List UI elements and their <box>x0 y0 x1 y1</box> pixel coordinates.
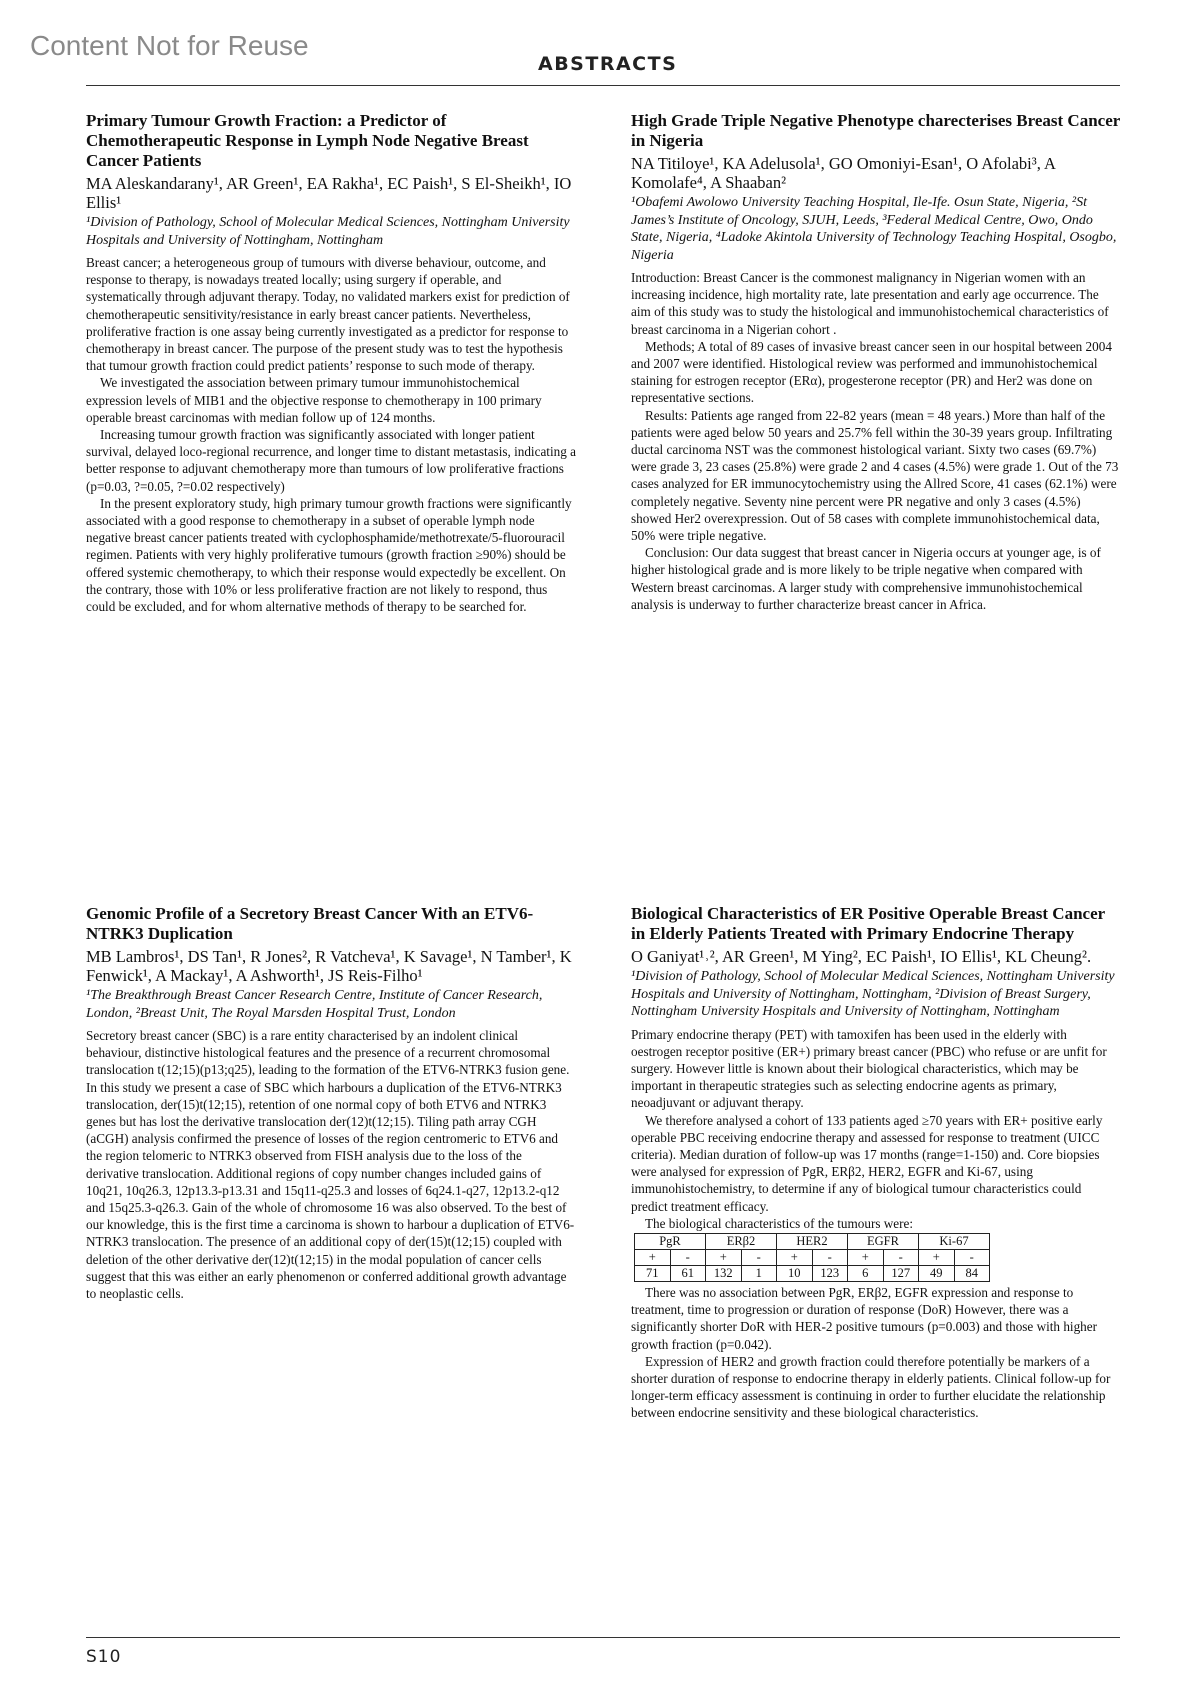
abstract-paragraph: Increasing tumour growth fraction was significantly associated with longer patient survival, delayed loco-regional recurrence, and longer time to distant metastasis, indicating a better response to adjuvant chemotherapy more than tumours of low proliferative fractions (p=0.03, ?=0.05, ?=0.02 respectively) <box>86 427 576 494</box>
abstract-affiliation: ¹The Breakthrough Breast Cancer Research Centre, Institute of Cancer Research, London, ²Breast Unit, The Royal Marsden Hospital Trust, London <box>86 988 543 1021</box>
table-cell: - <box>670 1249 706 1265</box>
biological-characteristics-table <box>634 1233 990 1282</box>
abstract-paragraph: Introduction: Breast Cancer is the commonest malignancy in Nigerian women with an increasing incidence, high mortality rate, late presentation and early age occurrence. The aim of this study was to study the histological and immunohistochemical characteristics of breast carcinoma in a Nigerian cohort . <box>631 270 1109 337</box>
table-header-cell: HER2 <box>777 1233 848 1249</box>
abstract-1 <box>86 111 576 615</box>
table-cell: - <box>812 1249 848 1265</box>
table-cell: 71 <box>635 1265 671 1281</box>
table-cell: 84 <box>954 1265 990 1281</box>
table-cell: + <box>919 1249 955 1265</box>
section-header: ABSTRACTS <box>538 53 678 75</box>
table-header-cell: PgR <box>635 1233 706 1249</box>
abstract-title: Primary Tumour Growth Fraction: a Predictor of Chemotherapeutic Response in Lymph Node Negative Breast Cancer Patients <box>86 111 529 170</box>
table-cell: 61 <box>670 1265 706 1281</box>
table-cell: + <box>848 1249 884 1265</box>
abstract-affiliation: ¹Division of Pathology, School of Molecular Medical Sciences, Nottingham University Hospitals and University of Nottingham, Nottingham, ²Division of Breast Surgery, Nottingham University Hospitals and University of Nottingham, Nottingham <box>631 969 1115 1019</box>
abstract-2 <box>631 111 1121 613</box>
abstract-title: High Grade Triple Negative Phenotype charecterises Breast Cancer in Nigeria <box>631 111 1120 150</box>
abstract-paragraph: Primary endocrine therapy (PET) with tamoxifen has been used in the elderly with oestrogen receptor positive (ER+) primary breast cancer (PBC) who refuse or are unfit for surgery. However little is known about their biological characteristics, which may be important in therapeutic strategies such as selecting endocrine agents as primary, neoadjuvant or adjuvant therapy. <box>631 1026 1107 1111</box>
table-header-cell: Ki-67 <box>919 1233 990 1249</box>
abstract-paragraph: Breast cancer; a heterogeneous group of tumours with diverse behaviour, outcome, and response to therapy, is nowadays treated locally; using surgery if operable, and systematically through adjuvant therapy. Today, no validated markers exist for prediction of chemotherapeutic sensitivity/resistance in early breast cancer patients. Nevertheless, proliferative fraction is one assay being currently investigated as a predictor for response to chemotherapy in breast cancer. The purpose of the present study was to test the hypothesis that tumour growth fraction could predict patients’ response to such mode of therapy. <box>86 255 570 374</box>
table-cell: 6 <box>848 1265 884 1281</box>
table-sign-row <box>635 1249 990 1265</box>
table-cell: 10 <box>777 1265 813 1281</box>
abstract-authors: MB Lambros¹, DS Tan¹, R Jones², R Vatcheva¹, K Savage¹, N Tamber¹, K Fenwick¹, A Mackay¹, A Ashworth¹, JS Reis-Filho¹ <box>86 947 572 985</box>
table-header-cell: EGFR <box>848 1233 919 1249</box>
header-rule <box>86 85 1120 86</box>
table-header-cell: ERβ2 <box>706 1233 777 1249</box>
table-cell: + <box>706 1249 742 1265</box>
abstract-body <box>631 1026 1121 1422</box>
table-cell: - <box>741 1249 777 1265</box>
abstract-title: Genomic Profile of a Secretory Breast Cancer With an ETV6-NTRK3 Duplication <box>86 904 534 943</box>
abstract-paragraph: Methods; A total of 89 cases of invasive breast cancer seen in our hospital between 2004 and 2007 were identified. Histological review was performed and immunohistochemical staining for estrogen receptor (ERα), progesterone receptor (PR) and Her2 was done on representative sections. <box>631 338 1112 406</box>
abstract-authors: NA Titiloye¹, KA Adelusola¹, GO Omoniyi-Esan¹, O Afolabi³, A Komolafe⁴, A Shaaban² <box>631 154 1056 192</box>
table-cell: 1 <box>741 1265 777 1281</box>
abstract-affiliation: ¹Obafemi Awolowo University Teaching Hospital, Ile-Ife. Osun State, Nigeria, ²St James’s Institute of Oncology, SJUH, Leeds, ³Federal Medical Centre, Owo, Ondo State, Nigeria, ⁴Ladoke Akintola University of Technology Teaching Hospital, Osogbo, Nigeria <box>631 195 1117 263</box>
table-header-row <box>635 1233 990 1249</box>
abstract-paragraph: Secretory breast cancer (SBC) is a rare entity characterised by an indolent clinical behaviour, distinctive histological features and the presence of a recurrent chromosomal translocation t(12;15)(p13;q25), leading to the formation of the ETV6-NTRK3 fusion gene. In this study we present a case of SBC which harbours a duplication of the ETV6-NTRK3 translocation, der(15)t(12;15), retention of one normal copy of both ETV6 and NTRK3 genes but has lost the derivative translocation der(12)t(12;15). Tiling path array CGH (aCGH) analysis confirmed the presence of losses of the region centromeric to ETV6 and the region telomeric to NTRK3 observed from FISH analysis due to the loss of the derivative translocation. Additional regions of copy number changes included gains of 10q21, 10q26.3, 12p13.3-p13.31 and 15q11-q25.3 and losses of 6q24.1-q27, 12p13.2-q12 and 15q25.3-q26.3. Gain of the whole of chromosome 16 was also observed. To the best of our knowledge, this is the first time a carcinoma is shown to harbour a duplication of ETV6-NTRK3 translocation. The presence of an additional copy of der(15)t(12;15) coupled with deletion of the other derivative der(12)t(12;15) in the modal population of cancer cells suggest that this was either an early phenomenon or conferred additional growth advantage to neoplastic cells. <box>86 1028 575 1302</box>
abstract-paragraph: There was no association between PgR, ERβ2, EGFR expression and response to treatment, time to progression or duration of response (DoR) However, there was a significantly shorter DoR with HER-2 positive tumours (p=0.003) and those with higher growth fraction (p=0.042). <box>631 1284 1098 1352</box>
watermark: Content Not for Reuse <box>30 30 309 61</box>
abstract-paragraph: Conclusion: Our data suggest that breast cancer in Nigeria occurs at younger age, is of higher histological grade and is more likely to be triple negative when compared with Western breast carcinomas. A larger study with comprehensive immunohistochemical analysis is underway to further characterize breast cancer in Africa. <box>631 545 1101 612</box>
abstract-paragraph: Results: Patients age ranged from 22-82 years (mean = 48 years.) More than half of the patients were aged below 50 years and 25.7% fell within the 30-39 years group. Infiltrating ductal carcinoma NST was the commonest histological variant. Sixty two cases (69.7%) were grade 3, 23 cases (25.8%) were grade 2 and 4 cases (4.5%) were grade 1. Out of the 73 cases analyzed for ER immunocytochemistry using the Allred Score, 41 cases (62.1%) were completely negative. Seventy nine percent were PR negative and only 3 cases (4.5%) showed Her2 overexpression. Out of 58 cases with complete immunohistochemical data, 50% were triple negative. <box>631 407 1119 544</box>
abstract-paragraph: We therefore analysed a cohort of 133 patients aged ≥70 years with ER+ positive early operable PBC receiving endocrine therapy and assessed for response to treatment (UICC criteria). Median duration of follow-up was 17 months (range=1-150) and. Core biopsies were analysed for expression of PgR, ERβ2, HER2, EGFR and Ki-67, using immunohistochemistry, to determine if any of biological tumour characteristics could predict treatment efficacy. <box>631 1112 1103 1214</box>
table-cell: + <box>635 1249 671 1265</box>
page-number: S10 <box>86 1647 122 1667</box>
table-value-row <box>635 1265 990 1281</box>
table-cell: - <box>883 1249 919 1265</box>
table-cell: 123 <box>812 1265 848 1281</box>
table-cell: 132 <box>706 1265 742 1281</box>
abstract-3 <box>86 904 576 1302</box>
abstract-authors: O Ganiyat¹˒², AR Green¹, M Ying², EC Paish¹, IO Ellis¹, KL Cheung². <box>631 947 1092 966</box>
abstract-authors: MA Aleskandarany¹, AR Green¹, EA Rakha¹, EC Paish¹, S El-Sheikh¹, IO Ellis¹ <box>86 174 572 212</box>
abstract-body <box>86 254 576 615</box>
abstract-title: Biological Characteristics of ER Positive Operable Breast Cancer in Elderly Patients Treated with Primary Endocrine Therapy <box>631 904 1105 943</box>
abstract-paragraph: Expression of HER2 and growth fraction could therefore potentially be markers of a shorter duration of response to endocrine therapy in elderly patients. Clinical follow-up for longer-term efficacy assessment is continuing in order to further elucidate the relationship between endocrine sensitivity and these biological characteristics. <box>631 1353 1111 1421</box>
table-cell: 127 <box>883 1265 919 1281</box>
table-cell: + <box>777 1249 813 1265</box>
table-cell: 49 <box>919 1265 955 1281</box>
abstract-body <box>86 1027 576 1302</box>
abstract-paragraph: We investigated the association between primary tumour immunohistochemical expression levels of MIB1 and the objective response to chemotherapy in 100 primary operable breast carcinomas with median follow up of 124 months. <box>86 375 542 425</box>
abstract-body <box>631 269 1121 613</box>
table-cell: - <box>954 1249 990 1265</box>
table-caption: The biological characteristics of the tumours were: <box>645 1215 914 1231</box>
abstract-paragraph: In the present exploratory study, high primary tumour growth fractions were significantly associated with a good response to chemotherapy in a subset of operable lymph node negative breast cancer patients treated with cyclophosphamide/methotrexate/5-fluorouracil regimen. Patients with very highly proliferative tumours (growth fraction ≥90%) should be offered systemic chemotherapy, to which their response would expectedly be excellent. On the contrary, those with 10% or less proliferative fraction are not likely to respond, thus could be excluded, and for whom alternative methods of therapy to be searched for. <box>86 495 572 615</box>
abstract-affiliation: ¹Division of Pathology, School of Molecular Medical Sciences, Nottingham University Hospitals and University of Nottingham, Nottingham <box>86 215 570 248</box>
footer-rule <box>86 1637 1120 1638</box>
abstract-4 <box>631 904 1121 1422</box>
